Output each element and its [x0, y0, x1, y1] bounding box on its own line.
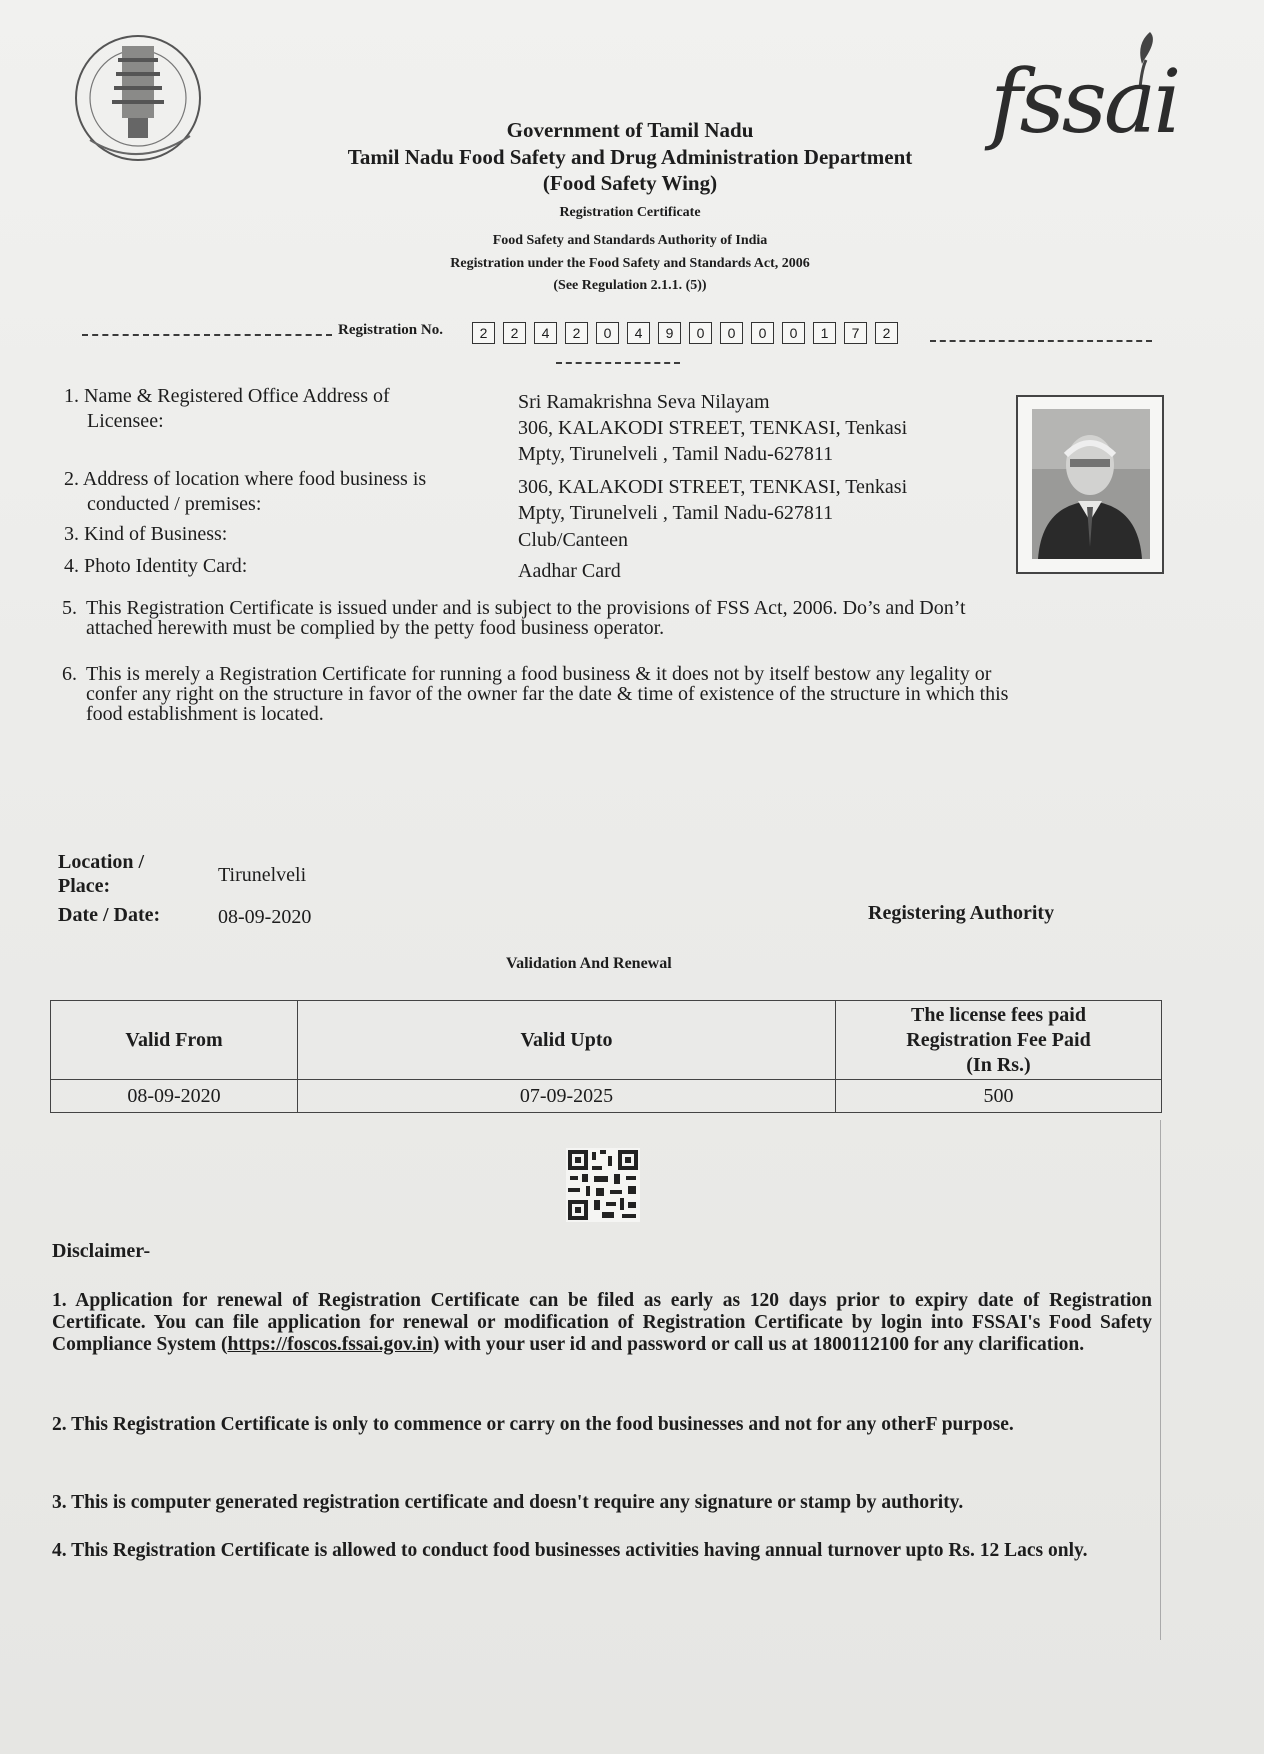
licensee-address-line1: 306, KALAKODI STREET, TENKASI, Tenkasi: [518, 417, 908, 439]
premises-address-line1: 306, KALAKODI STREET, TENKASI, Tenkasi: [518, 476, 908, 498]
disclaimer-point-3: 3. This is computer generated registration certificate and doesn't require any signature or stamp by authority.: [52, 1492, 964, 1513]
licensee-photo: [1016, 395, 1164, 574]
header-fee: The license fees paid Registration Fee Paid (In Rs.): [836, 1001, 1162, 1080]
licensee-name: Sri Ramakrishna Seva Nilayam: [518, 391, 770, 413]
clause-5: 5. This Registration Certificate is issued under and is subject to the provisions of FSS Act, 2006. Do’s and Don’t attached herewith must be complied by the petty food business operator.: [62, 597, 966, 639]
clause-6: 6. This is merely a Registration Certificate for running a food business & it does not by itself bestow any legality or confer any right on the structure in favor of the owner far the date & time of existence of the structure in which this food establishment is located.: [62, 663, 1009, 725]
validation-title: Validation And Renewal: [506, 955, 672, 972]
location-value: Tirunelveli: [218, 864, 307, 886]
divider-under: [556, 362, 680, 364]
registration-digit: 2: [503, 322, 526, 344]
government-title: Government of Tamil Nadu: [506, 118, 754, 142]
registration-digit: 4: [534, 322, 557, 344]
registration-digit: 0: [751, 322, 774, 344]
registration-digit: 0: [689, 322, 712, 344]
registration-digit: 9: [658, 322, 681, 344]
item-2-label: 2. Address of location where food business is: [64, 468, 427, 490]
registering-authority: Registering Authority: [868, 902, 1055, 924]
premises-address-line2: Mpty, Tirunelveli , Tamil Nadu-627811: [518, 502, 834, 524]
disclaimer-point-2: 2. This Registration Certificate is only to commence or carry on the food businesses and not for any otherF purpose.: [52, 1414, 1014, 1435]
regulation-reference: (See Regulation 2.1.1. (5)): [553, 278, 707, 293]
photo-id-type: Aadhar Card: [518, 560, 621, 582]
registration-digit: 0: [782, 322, 805, 344]
registration-label: Registration No.: [338, 322, 443, 338]
valid-upto-value: 07-09-2025: [298, 1080, 836, 1113]
item-2-label-cont: conducted / premises:: [87, 493, 262, 515]
location-label: Location / Place:: [58, 851, 145, 897]
registration-digit: 4: [627, 322, 650, 344]
fee-value: 500: [836, 1080, 1162, 1113]
item-1-label-cont: Licensee:: [87, 410, 164, 432]
disclaimer-title: Disclaimer-: [52, 1240, 151, 1262]
wing-title: (Food Safety Wing): [542, 171, 718, 195]
margin-line: [1160, 1120, 1161, 1640]
registration-digit: 1: [813, 322, 836, 344]
registration-digit: 2: [472, 322, 495, 344]
foscos-link[interactable]: https://foscos.fssai.gov.in: [227, 1334, 433, 1355]
disclaimer-point-1: 1. Application for renewal of Registration Certificate can be filed as early as 120 days prior to expiry date of Registration Certificate. You can file application for renewal or modification of Registration Certificate by login into FSSAI's Food Safety Compliance System (https://foscos.fssai.gov.in) with your user id and password or call us at 1800112100 for any clarification.: [52, 1290, 1152, 1355]
registration-digit: 0: [720, 322, 743, 344]
tamil-nadu-emblem-icon: [68, 28, 226, 170]
certificate-type: Registration Certificate: [559, 205, 701, 220]
item-3-label: 3. Kind of Business:: [64, 523, 228, 545]
act-reference: Registration under the Food Safety and Standards Act, 2006: [450, 256, 810, 271]
divider-right: [930, 340, 1152, 342]
qr-code-icon: [566, 1148, 640, 1222]
licensee-address-line2: Mpty, Tirunelveli , Tamil Nadu-627811: [518, 443, 834, 465]
divider-left: [82, 334, 332, 336]
header-valid-upto: Valid Upto: [298, 1001, 836, 1080]
registration-digit: 0: [596, 322, 619, 344]
fssai-logo: fssai: [990, 28, 1165, 188]
header-valid-from: Valid From: [51, 1001, 298, 1080]
registration-digit: 2: [875, 322, 898, 344]
registration-number: [472, 322, 906, 344]
validation-table: [50, 1000, 1162, 1113]
disclaimer-point-4: 4. This Registration Certificate is allowed to conduct food businesses activities having annual turnover upto Rs. 12 Lacs only.: [52, 1540, 1088, 1561]
date-value: 08-09-2020: [218, 906, 312, 928]
registration-digit: 7: [844, 322, 867, 344]
item-1-label: 1. Name & Registered Office Address of: [64, 385, 390, 407]
item-4-label: 4. Photo Identity Card:: [64, 555, 248, 577]
date-label: Date / Date:: [58, 904, 161, 926]
authority-name: Food Safety and Standards Authority of India: [492, 233, 768, 248]
department-title: Tamil Nadu Food Safety and Drug Administration Department: [347, 145, 913, 169]
registration-digit: 2: [565, 322, 588, 344]
kind-of-business: Club/Canteen: [518, 529, 628, 551]
valid-from-value: 08-09-2020: [51, 1080, 298, 1113]
person-photo-icon: [1018, 397, 1162, 572]
